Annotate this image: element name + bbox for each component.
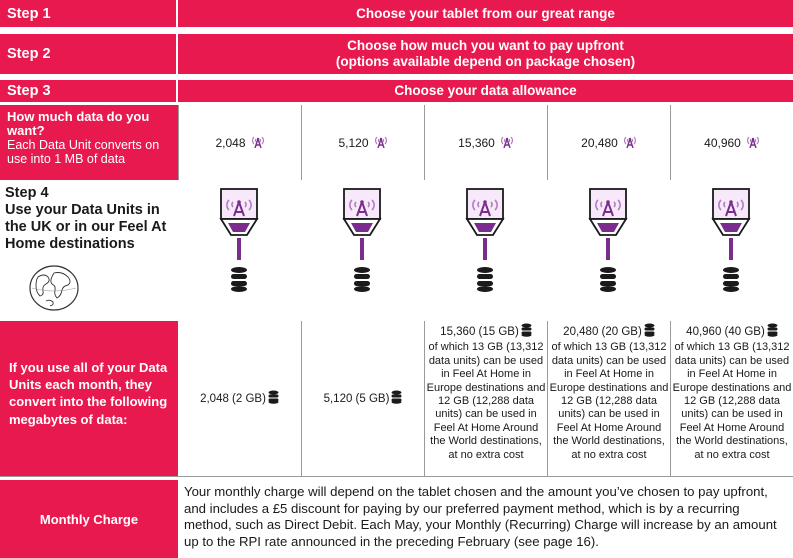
data-option-value: 5,120 [338, 135, 369, 150]
monthly-charge-row [0, 480, 793, 558]
step4-label: Step 4 [5, 185, 49, 201]
step1-label: Step 1 [0, 0, 178, 27]
conversion-label: If you use all of your Data Units each month, they convert into the following megabytes of data: [9, 360, 168, 427]
data-option [547, 105, 670, 180]
data-option-value: 2,048 [215, 135, 246, 150]
data-option [424, 105, 547, 180]
step3-label: Step 3 [0, 80, 178, 102]
data-funnel-icon [465, 188, 505, 305]
step2-label: Step 2 [0, 34, 178, 74]
monthly-charge-text: Your monthly charge will depend on the tablet chosen and the amount you’ve chosen to pay upfront, and includes a £5 discount for paying by our preferred payment method, which is by a recurring method, such as Direct Debit. Each May, your Monthly (Recurring) Charge will increase by an amount up to the RPI rate announced in the preceding February (see page 16). [184, 484, 777, 549]
monthly-charge-label-cell [0, 480, 178, 558]
conversion-option [424, 321, 547, 476]
data-option [178, 105, 301, 180]
step4-text: Use your Data Units in the UK or in our Feel At Home destinations [5, 202, 167, 252]
conversion-detail: of which 13 GB (13,312 data units) can be used in Feel At Home in Europe destinations and 12 GB (12,288 data units) can be used in Feel At Home Around the World destinations, at no extra cost [549, 341, 669, 461]
conversion-row [0, 321, 793, 477]
step1-row [0, 0, 793, 27]
database-icon [391, 390, 402, 408]
conversion-headline: 20,480 (20 GB) [563, 326, 642, 339]
conversion-detail: of which 13 GB (13,312 data units) can be used in Feel At Home in Europe destinations and 12 GB (12,288 data units) can be used in Feel At Home Around the World destinations, at no extra cost [672, 341, 792, 461]
data-allowance-row [0, 105, 793, 180]
antenna-icon [746, 134, 760, 151]
data-question-subtitle: Each Data Unit converts on use into 1 MB of data [7, 138, 160, 166]
conversion-headline: 5,120 (5 GB) [323, 392, 390, 405]
conversion-headline: 40,960 (40 GB) [686, 326, 765, 339]
data-option-value: 40,960 [704, 135, 741, 150]
data-option [670, 105, 793, 180]
conversion-headline: 15,360 (15 GB) [440, 326, 519, 339]
data-funnel-icon [588, 188, 628, 305]
monthly-charge-label: Monthly Charge [39, 511, 139, 527]
data-funnel-icon [219, 188, 259, 305]
data-option-value: 15,360 [458, 135, 495, 150]
antenna-icon [374, 134, 388, 151]
antenna-icon [500, 134, 514, 151]
database-icon [767, 323, 778, 341]
step2-title: Choose how much you want to pay upfront (options available depend on package chosen) [335, 38, 636, 69]
data-question-title: How much data do you want? [7, 109, 150, 138]
conversion-option [547, 321, 670, 476]
step4-block [5, 185, 180, 253]
step3-title: Choose your data allowance [394, 83, 577, 98]
data-funnel-icon [711, 188, 751, 305]
data-question-cell [0, 105, 178, 180]
conversion-option [670, 321, 793, 476]
data-funnel-icon [342, 188, 382, 305]
step3-row [0, 80, 793, 102]
step2-row [0, 34, 793, 74]
database-icon [644, 323, 655, 341]
conversion-label-cell [0, 321, 178, 476]
conversion-option [178, 321, 301, 476]
conversion-option [301, 321, 424, 476]
data-option-value: 20,480 [581, 135, 618, 150]
antenna-icon [251, 134, 265, 151]
conversion-headline: 2,048 (2 GB) [200, 392, 266, 405]
conversion-detail: of which 13 GB (13,312 data units) can be used in Feel At Home in Europe destinations and 12 GB (12,288 data units) can be used in Feel At Home Around the World destinations, at no extra cost [426, 341, 546, 461]
step1-title: Choose your tablet from our great range [356, 5, 615, 21]
globe-icon [28, 263, 80, 313]
database-icon [521, 323, 532, 341]
database-icon [268, 390, 279, 408]
data-option [301, 105, 424, 180]
antenna-icon [623, 134, 637, 151]
